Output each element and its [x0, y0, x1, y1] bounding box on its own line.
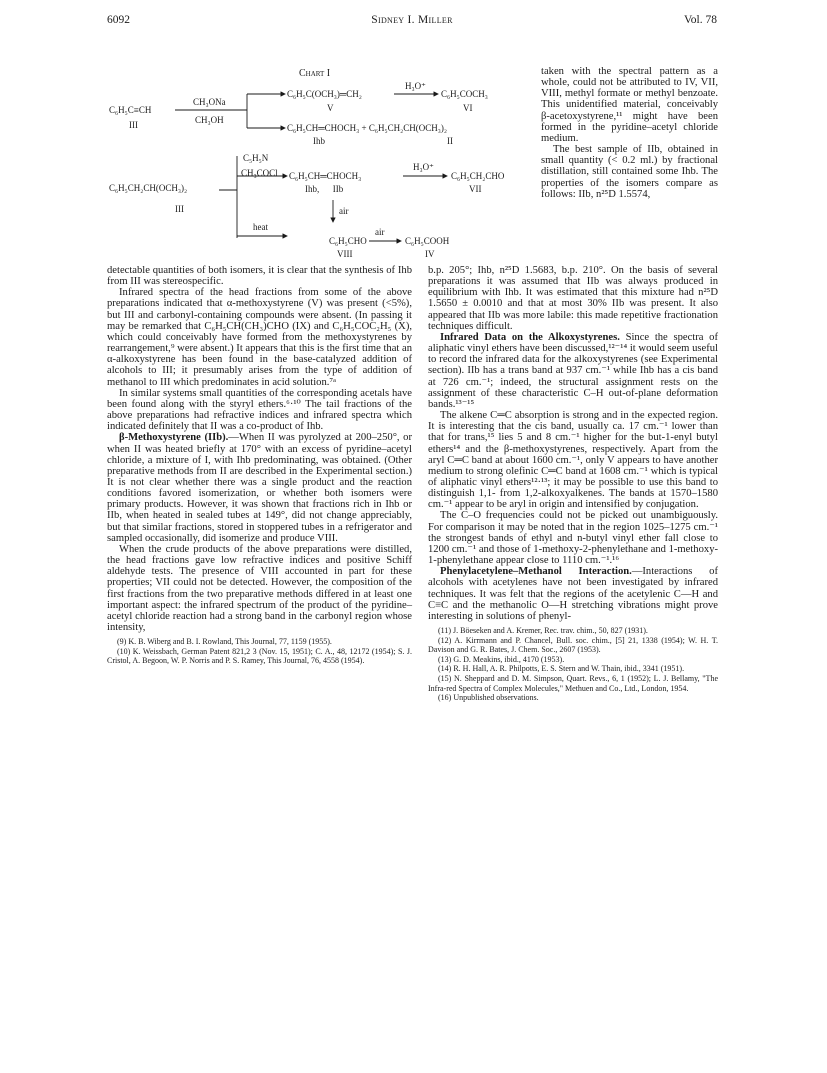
- chart-label: C₆H₅COOH: [405, 236, 450, 246]
- paragraph: In similar systems small quantities of the corresponding acetals have been found along with the styryl ethers.⁶·¹⁰ The tail fractions of the above preparations had refractive indices and infrared spectra which indicated definitely that II was a co-product of Ihb.: [107, 387, 412, 433]
- chart-label: C₆H₅CH═CHOCH₃: [289, 171, 362, 181]
- chart-label: III: [175, 204, 184, 214]
- chart-label: C₆H₅CH₂CHO: [451, 171, 505, 181]
- chart-label: C₆H₅CH₂CH(OCH₃)₂: [109, 183, 188, 193]
- chart-label: VII: [469, 184, 482, 194]
- chart-title: Chart I: [299, 68, 331, 79]
- chart-label: C₆H₅COCH₃: [441, 89, 488, 99]
- footnote: (12) A. Kirrmann and P. Chancel, Bull. soc. chim., [5] 21, 1338 (1954); W. H. T. Davison and G. R. Bates, J. Chem. Soc., 2607 (1953).: [428, 635, 718, 655]
- footnote: (16) Unpublished observations.: [438, 693, 539, 703]
- paragraph: Phenylacetylene–Methanol Interaction.—Interactions of alcohols with acetylenes have not been investigated by infrared techniques. It was felt that the regions of the acetylenic C—H and C≡C and the methanolic O—H stretching vibrations might prove interesting in solutions of phenyl-: [428, 566, 718, 622]
- footnote: (10) K. Weissbach, German Patent 821,2 3 (Nov. 15, 1951); C. A., 48, 12172 (1954); S. J. Cristol, A. Begoon, W. P. Norris and P. S. Ramey, This Journal, 76, 4558 (1954).: [107, 646, 412, 666]
- chart-label: CH₃COCl: [241, 168, 278, 178]
- section-heading: β-Methoxystyrene (IIb).: [119, 432, 229, 444]
- paragraph: The C–O frequencies could not be picked out unambiguously. For comparison it may be noted that in the region 1025–1275 cm.⁻¹ the strongest bands of ethyl and n-butyl vinyl ether fall close to 1200 cm.⁻¹ and those of 1-methoxy-2-phenylethane and 1-methoxy-1-phenylethane appear close to 1110 cm.⁻¹.¹⁶: [428, 510, 719, 567]
- chart-label: IV: [425, 249, 435, 259]
- paragraph: The alkene C═C absorption is strong and in the expected region. It is interesting that the cis band, usually ca. 17 cm.⁻¹ lower than that for trans,¹⁵ lies 5 and 8 cm.⁻¹ higher for the but-1-enyl butyl ethers¹⁴ and the β-methoxystyrenes, respectively. Apart from the aryl C═C band at about 1600 cm.⁻¹, only V appears to have another medium to strong olefinic C═C band at 1608 cm.⁻¹ which is typical of aliphatic vinyl ethers¹²·¹³; it may be possible to use this band to distinguish 1,1- from 1,2-alkoxyalkenes. The bands at 1570–1580 cm.⁻¹ appear to be aryl in origin and intensified by conjugation.: [428, 410, 718, 511]
- footnotes-right: [428, 626, 718, 703]
- volume-label: Vol. 78: [683, 14, 717, 26]
- section-heading: Infrared Data on the Alkoxystyrenes.: [440, 331, 620, 343]
- chart-label: C₆H₅C(OCH₃)═CH₂: [287, 89, 362, 99]
- chart-label: C₆H₅CHO: [329, 236, 367, 246]
- paragraph: The best sample of IIb, obtained in small quantity (< 0.2 ml.) by fractional distillation, still contained some Ihb. The properties of the isomers compare as follows: IIb, n²⁵D 1.5574,: [541, 144, 718, 200]
- page-number: 6092: [107, 14, 130, 26]
- chart-label: Ihb, IIb: [305, 184, 344, 194]
- chart-label: air: [375, 227, 385, 237]
- footnote: (11) J. Böeseken and A. Kremer, Rec. trav. chim., 50, 827 (1931).: [438, 626, 648, 635]
- footnote: (14) R. H. Hall, A. R. Philpotts, E. S. Stern and W. Thain, ibid., 3341 (1951).: [438, 664, 685, 674]
- chart-label: C₅H₅N: [243, 153, 269, 163]
- chart-label: H₃O⁺: [413, 162, 434, 172]
- paragraph: Infrared spectra of the head fractions from some of the above preparations indicated that α-methoxystyrene (V) was present (<5%), but III and carbonyl-containing compounds were absent. (In passing it may be remarked that C₆H₅CH(CH₃)CHO (IX) and C₆H₅COC₂H₅ (X), which could conceivably have formed from the methoxystyrenes by rearrangement,⁹ were absent.) It appears that this is the first time that an α-alkoxystyrene has been found in the base-catalyzed addition of alcohols to III; it presumably arises from the type of addition of methanol to III which predominates in acid solution.⁷ᵃ: [107, 287, 412, 388]
- running-author: Sidney I. Miller: [371, 14, 453, 26]
- paragraph: b.p. 205°; Ihb, n²⁵D 1.5683, b.p. 210°. On the basis of several preparations it was assumed that IIb was always produced in equilibrium with Ihb. It was estimated that this mixture had n²⁵D 1.5650 ± 0.0010 and that at most 30% IIb was present. It also appeared that IIb was more labile: this made repetitive fractionation techniques difficult.: [428, 265, 718, 332]
- right-top-column: [541, 66, 718, 200]
- chart-label: V: [327, 103, 334, 113]
- chart-label: C₆H₅C≡CH: [109, 105, 152, 115]
- left-column: [107, 265, 412, 666]
- paragraph: β-Methoxystyrene (IIb).—When II was pyrolyzed at 200–250°, or when II was heated briefly at 170° with an excess of pyridine–acetyl chloride, a mixture of I, with Ihb predominating, was obtained. (Other preparative methods from II are described in the Experimental section.) It is not clear whether there was a single product and the reaction conditions favored isomerization, or whether both isomers were primary products. However, it was shown that fractions rich in Ihb or IIb, when heated in sealed tubes at 149°, did not change appreciably, but that similar fractions, stored in stoppered tubes in a refrigerator and sampled occasionally, did isomerize and produce VIII.: [107, 432, 412, 544]
- chart-label: CH₃OH: [195, 115, 224, 125]
- chart-label: II: [447, 136, 453, 146]
- paragraph: Infrared Data on the Alkoxystyrenes. Since the spectra of aliphatic vinyl ethers have been discussed,¹²⁻¹⁴ it would seem useful to record the infrared data for the alkoxystyrenes (see Experimental section). IIb has a trans band at 937 cm.⁻¹ while Ihb has a cis band at 726 cm.⁻¹; indeed, the structural assignment rests on the assignment of these characteristic C–H out-of-plane deformation bands.¹³⁻¹⁵: [428, 331, 718, 410]
- chart-label: Ihb: [313, 136, 325, 146]
- chart-label: H₃O⁺: [405, 81, 426, 91]
- chart-label: C₆H₅CH═CHOCH₃ + C₆H₅CH₂CH(OCH₃)₂: [287, 123, 448, 133]
- footnote: (13) G. D. Meakins, ibid., 4170 (1953).: [438, 654, 565, 664]
- section-heading: Phenylacetylene–Methanol Interaction.: [440, 566, 632, 578]
- footnote: (9) K. B. Wiberg and B. I. Rowland, This Journal, 77, 1159 (1955).: [117, 637, 332, 647]
- reaction-scheme: [107, 64, 532, 264]
- chart-label: VI: [463, 103, 473, 113]
- paragraph: When the crude products of the above preparations were distilled, the head fractions gave low refractive indices and positive Schiff aldehyde tests. The presence of VIII accounted in part for these properties; VII could not be detected. However, the composition of the first fractions from the two preparative methods differed in at least one important aspect: the infrared spectrum of the product of the pyridine–acetyl chloride reaction had a strong band in the carbonyl region whose intensity,: [107, 543, 412, 633]
- footnotes-left: [107, 637, 412, 666]
- chart-label: heat: [253, 222, 268, 232]
- paragraph: taken with the spectral pattern as a whole, could not be attributed to IV, VII, VIII, methyl formate or methyl benzoate. This unidentified material, conceivably β-acetoxystyrene,¹¹ might have been formed in the pyridine–acetyl chloride medium.: [541, 66, 718, 144]
- chart-label: VIII: [337, 249, 353, 259]
- footnote: (15) N. Sheppard and D. M. Simpson, Quart. Revs., 6, 1 (1952); L. J. Bellamy, "The Infra-red Spectra of Complex Molecules," Methuen and Co., Ltd., London, 1954.: [428, 673, 718, 693]
- right-column: [428, 265, 718, 703]
- chart-label: III: [129, 120, 138, 130]
- chart-label: air: [339, 206, 349, 216]
- chart-label: CH₃ONa: [193, 97, 226, 107]
- paragraph: detectable quantities of both isomers, it is clear that the synthesis of Ihb from III was stereospecific.: [107, 265, 412, 288]
